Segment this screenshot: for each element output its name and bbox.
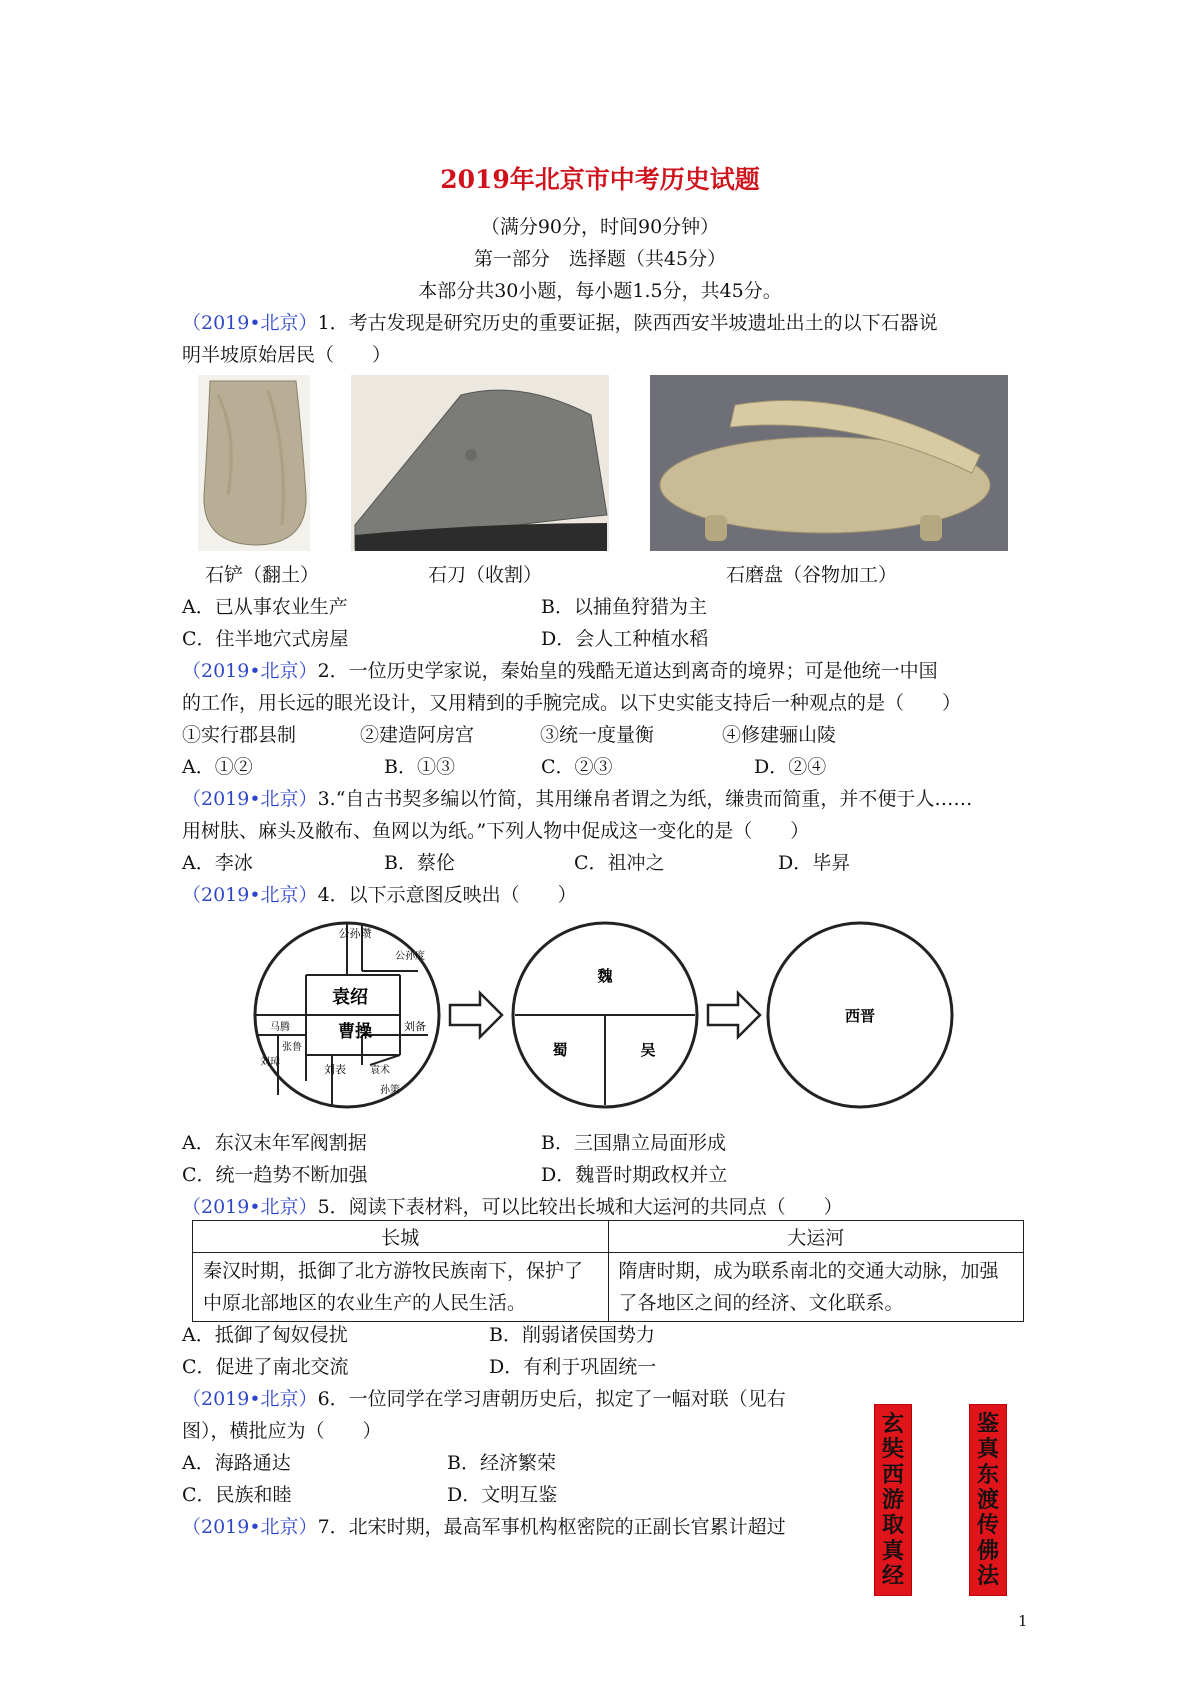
caption-slab: 石磨盘（谷物加工）	[726, 564, 898, 586]
page-number: 1	[1018, 1612, 1028, 1630]
couplet-char: 玄	[881, 1410, 904, 1437]
q1-option-d[interactable]: D．会人工种植水稻	[541, 628, 709, 650]
q1-line2: 明半坡原始居民（ ）	[182, 344, 392, 366]
q1-option-c[interactable]: C．住半地穴式房屋	[182, 628, 349, 650]
label-yuanshao: 袁绍	[332, 987, 368, 1008]
q2-option-b[interactable]: B．①③	[384, 756, 455, 778]
part-note: 本部分共30小题，每小题1.5分，共45分。	[418, 280, 782, 302]
map-western-jin	[768, 923, 952, 1107]
label-liuzhang: 刘璋	[260, 1057, 280, 1068]
q5-option-d[interactable]: D．有利于巩固统一	[489, 1356, 657, 1378]
grinding-slab-photo	[650, 375, 1008, 551]
q2-option-d[interactable]: D．②④	[754, 756, 827, 778]
q2-item-3: ③统一度量衡	[540, 724, 655, 746]
q4-option-a[interactable]: A．东汉末年军阀割据	[182, 1132, 367, 1154]
q5-option-b[interactable]: B．削弱诸侯国势力	[489, 1324, 655, 1346]
table-header-grand-canal: 大运河	[608, 1221, 1024, 1253]
q4-diagram	[250, 915, 960, 1115]
label-caocao: 曹操	[338, 1022, 372, 1042]
q5-option-c[interactable]: C．促进了南北交流	[182, 1356, 349, 1378]
q2-option-c[interactable]: C．②③	[541, 756, 613, 778]
label-gongsundu: 公孙度	[395, 951, 425, 962]
q3-option-a[interactable]: A．李冰	[182, 852, 253, 874]
stone-knife-photo	[351, 375, 609, 551]
couplet-char: 传	[976, 1512, 999, 1539]
q4-option-d[interactable]: D．魏晋时期政权并立	[541, 1164, 728, 1186]
label-liubiao: 刘表	[324, 1063, 346, 1076]
label-zhanglu: 张鲁	[282, 1042, 302, 1053]
couplet-char: 佛	[976, 1537, 999, 1564]
table-cell-great-wall: 秦汉时期，抵御了北方游牧民族南下，保护了中原北部地区的农业生产的人民生活。	[193, 1253, 609, 1322]
couplet-char: 经	[881, 1563, 904, 1590]
q2-item-4: ④修建骊山陵	[722, 724, 837, 746]
table-header-great-wall: 长城	[193, 1221, 609, 1253]
q6-option-a[interactable]: A．海路通达	[182, 1452, 291, 1474]
subtitle: （满分90分，时间90分钟）	[480, 216, 720, 238]
q2-line1: （2019•北京）2．一位历史学家说，秦始皇的残酷无道达到离奇的境界；可是他统一中国	[182, 660, 938, 682]
q7-line1: （2019•北京）7．北宋时期，最高军事机构枢密院的正副长官累计超过	[182, 1516, 786, 1538]
q6-option-b[interactable]: B．经济繁荣	[447, 1452, 556, 1474]
label-sunce: 孙策	[380, 1085, 400, 1096]
arrow-2	[708, 993, 760, 1037]
stone-shovel-photo	[198, 375, 310, 551]
couplet-char: 西	[881, 1461, 904, 1488]
q4-option-b[interactable]: B．三国鼎立局面形成	[541, 1132, 726, 1154]
label-yuanshu: 袁术	[370, 1065, 390, 1076]
map-three-kingdoms	[513, 923, 697, 1107]
label-mateng: 马腾	[270, 1022, 290, 1033]
couplet-char: 真	[976, 1436, 999, 1463]
q3-option-b[interactable]: B．蔡伦	[384, 852, 455, 874]
comparison-table	[192, 1220, 1024, 1322]
q6-option-d[interactable]: D．文明互鉴	[447, 1484, 558, 1506]
q2-option-a[interactable]: A．①②	[182, 756, 253, 778]
couplet-char: 取	[881, 1512, 904, 1539]
q4-option-c[interactable]: C．统一趋势不断加强	[182, 1164, 368, 1186]
label-wu: 吴	[640, 1041, 656, 1059]
q3-option-c[interactable]: C．祖冲之	[574, 852, 665, 874]
q3-line2: 用树肤、麻头及敝布、鱼网以为纸。”下列人物中促成这一变化的是（ ）	[182, 820, 810, 842]
q1-option-a[interactable]: A．已从事农业生产	[182, 596, 348, 618]
map-warlords	[255, 923, 439, 1107]
q2-line2: 的工作，用长远的眼光设计，又用精到的手腕完成。以下史实能支持后一种观点的是（ ）	[182, 692, 962, 714]
couplet-char: 奘	[881, 1436, 904, 1463]
source-tag: （2019•北京）	[182, 312, 318, 334]
arrow-1	[450, 993, 502, 1037]
q4-line1: （2019•北京）4．以下示意图反映出（ ）	[182, 884, 577, 906]
q1-line1: （2019•北京）1．考古发现是研究历史的重要证据，陕西西安半坡遗址出土的以下石器说	[182, 312, 938, 334]
label-gongsunzan: 公孙瓒	[338, 927, 372, 940]
label-liubei: 刘备	[404, 1020, 426, 1033]
q6-line1: （2019•北京）6．一位同学在学习唐朝历史后，拟定了一幅对联（见右	[182, 1388, 786, 1410]
q6-line2: 图），横批应为（ ）	[182, 1420, 382, 1442]
q5-option-a[interactable]: A．抵御了匈奴侵扰	[182, 1324, 348, 1346]
table-cell-grand-canal: 隋唐时期，成为联系南北的交通大动脉，加强了各地区之间的经济、文化联系。	[608, 1253, 1024, 1322]
couplet-left	[874, 1404, 912, 1596]
couplet-char: 东	[976, 1461, 999, 1488]
page-title: 2019年北京市中考历史试题	[440, 165, 760, 194]
couplet-right	[969, 1404, 1007, 1596]
q1-option-b[interactable]: B．以捕鱼狩猎为主	[541, 596, 707, 618]
q2-item-2: ②建造阿房宫	[360, 724, 475, 746]
q2-item-1: ①实行郡县制	[182, 724, 297, 746]
part-heading: 第一部分 选择题（共45分）	[473, 248, 727, 270]
label-xijin: 西晋	[844, 1007, 876, 1025]
couplet-char: 游	[881, 1486, 904, 1513]
couplet-char: 渡	[976, 1486, 999, 1513]
couplet-char: 法	[976, 1563, 999, 1590]
q3-line1: （2019•北京）3.“自古书契多编以竹简，其用缣帛者谓之为纸，缣贵而简重，并不便于人……	[182, 788, 973, 810]
couplet-char: 真	[881, 1537, 904, 1564]
q5-line1: （2019•北京）5．阅读下表材料，可以比较出长城和大运河的共同点（ ）	[182, 1196, 843, 1218]
caption-shovel: 石铲（翻土）	[205, 564, 320, 586]
label-wei: 魏	[597, 967, 613, 985]
label-shu: 蜀	[552, 1041, 568, 1059]
q6-option-c[interactable]: C．民族和睦	[182, 1484, 292, 1506]
couplet-char: 鉴	[976, 1410, 999, 1437]
q3-option-d[interactable]: D．毕昇	[778, 852, 851, 874]
caption-knife: 石刀（收割）	[428, 564, 543, 586]
